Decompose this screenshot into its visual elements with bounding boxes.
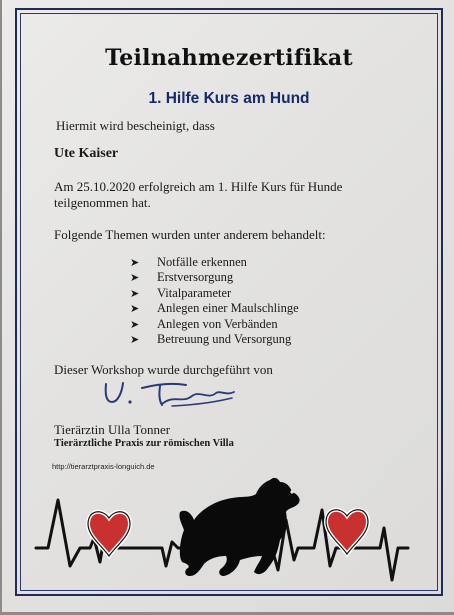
topic-label: Anlegen einer Maulschlinge bbox=[157, 301, 299, 316]
certificate-sheet bbox=[2, 0, 454, 612]
topics-list bbox=[130, 255, 299, 347]
arrowhead-bullet-icon: ➤ bbox=[130, 333, 140, 347]
arrowhead-bullet-icon: ➤ bbox=[130, 271, 140, 285]
arrowhead-bullet-icon: ➤ bbox=[130, 317, 140, 331]
list-item bbox=[130, 286, 299, 301]
arrowhead-bullet-icon: ➤ bbox=[130, 256, 140, 269]
vet-name: Tierärztin Ulla Tonner bbox=[54, 422, 171, 437]
dog-silhouette-icon bbox=[179, 478, 299, 576]
topic-label: Anlegen von Verbänden bbox=[157, 316, 278, 331]
list-item bbox=[130, 301, 299, 316]
topic-label: Notfälle erkennen bbox=[157, 255, 247, 269]
list-item bbox=[130, 317, 299, 332]
topic-label: Erstversorgung bbox=[157, 270, 234, 285]
handwritten-signature bbox=[102, 378, 242, 414]
practice-name: Tierärztliche Praxis zur römischen Villa bbox=[54, 438, 234, 449]
list-item bbox=[130, 332, 299, 347]
intro-text: Hiermit wird bescheinigt, dass bbox=[56, 118, 215, 133]
certificate-title: Teilnahmezertifikat bbox=[105, 45, 353, 71]
topic-label: Betreuung und Versorgung bbox=[157, 332, 292, 347]
completion-line-1: Am 25.10.2020 erfolgreich am 1. Hilfe Kurs für Hunde bbox=[54, 179, 343, 194]
participant-name: Ute Kaiser bbox=[54, 146, 119, 161]
website-link[interactable]: http://tierarztpraxis-longuich.de bbox=[52, 462, 155, 471]
list-item bbox=[130, 270, 299, 285]
list-item bbox=[130, 255, 299, 270]
course-subtitle: 1. Hilfe Kurs am Hund bbox=[148, 90, 310, 107]
arrowhead-bullet-icon: ➤ bbox=[130, 286, 140, 300]
completion-line-2: teilgenommen hat. bbox=[54, 195, 151, 210]
conducted-by-text: Dieser Workshop wurde durchgeführt von bbox=[54, 362, 273, 377]
footer-illustration bbox=[32, 470, 422, 590]
topic-label: Vitalparameter bbox=[157, 285, 232, 300]
topics-intro: Folgende Themen wurden unter anderem behandelt: bbox=[54, 227, 326, 242]
arrowhead-bullet-icon: ➤ bbox=[130, 302, 140, 316]
